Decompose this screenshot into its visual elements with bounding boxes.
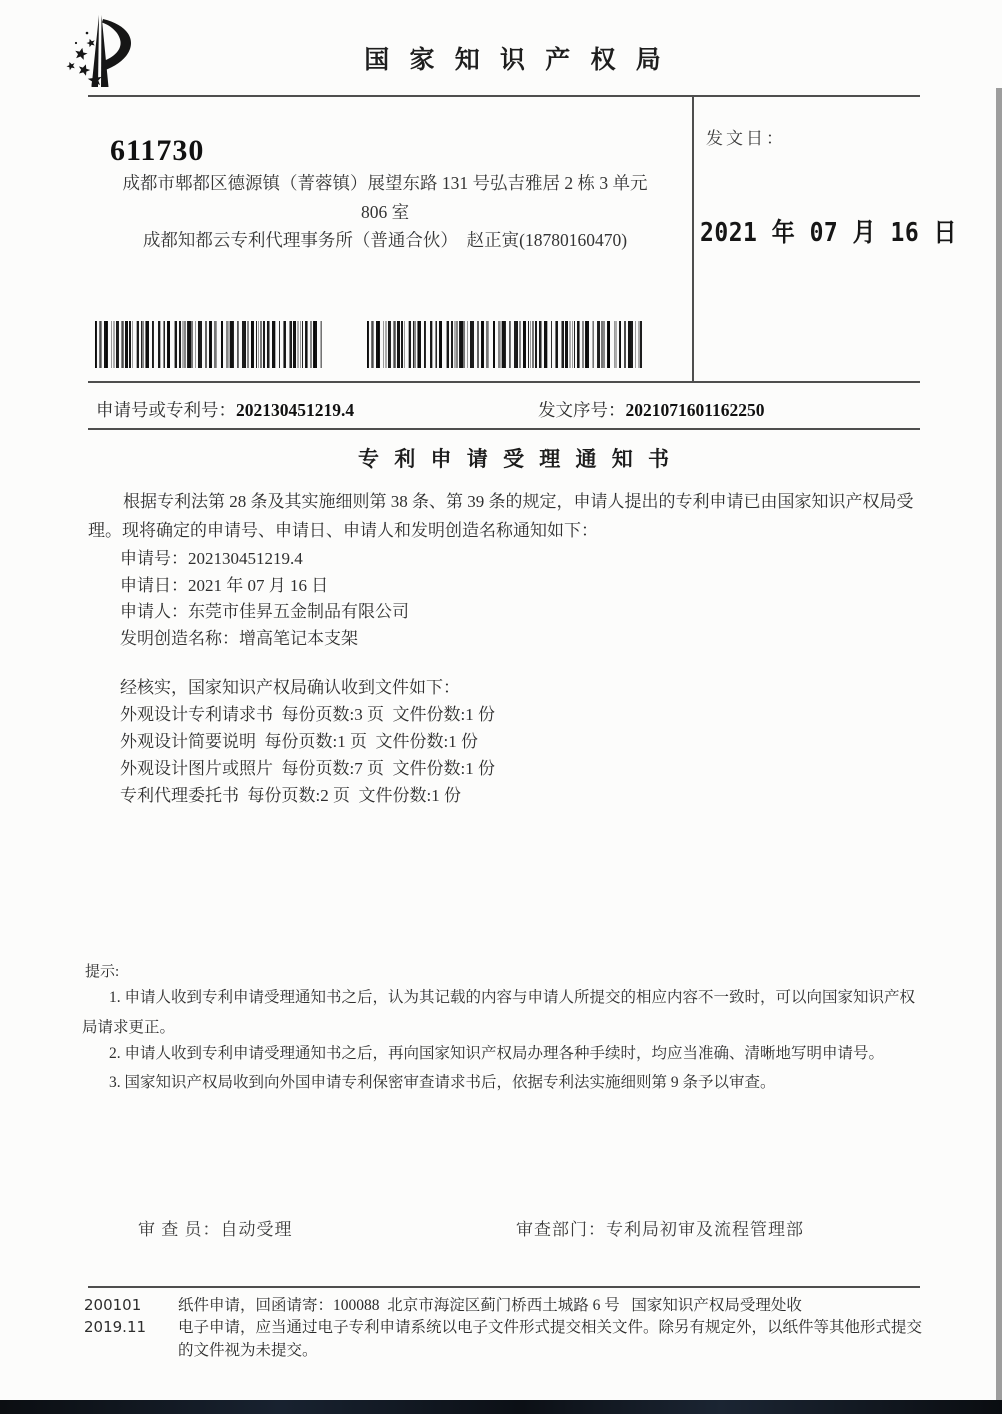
field-label: 申请人：: [120, 602, 188, 621]
received-intro: 经核实，国家知识产权局确认收到文件如下：: [120, 678, 460, 697]
header-rule: [88, 95, 920, 97]
agency-title: 国 家 知 识 产 权 局: [364, 47, 668, 74]
field-row: [120, 626, 409, 653]
issue-date-label: 发文日：: [706, 129, 786, 148]
footer-paper-line: 纸件申请，回函请寄：100088 北京市海淀区蓟门桥西土城路 6 号 国家知识产权局受理处收: [178, 1297, 802, 1314]
application-number-label: 申请号或专利号：: [96, 400, 236, 420]
received-files: [120, 674, 495, 809]
examiner-row: [138, 1215, 293, 1240]
application-number-row: [96, 397, 354, 422]
form-code: 200101: [84, 1296, 142, 1314]
serial-number-row: [538, 397, 765, 422]
section-rule-bottom: [88, 428, 920, 430]
date-box-divider: [692, 97, 694, 382]
tips-label: 提示:: [85, 964, 120, 980]
footer-electronic-line: 电子申请，应当通过电子专利申请系统以电子文件形式提交相关文件。除另有规定外，以纸件等其他形式提交的文件视为未提交。: [178, 1319, 923, 1359]
agent-line: 成都知都云专利代理事务所（普通合伙） 赵正寅(18780160470): [142, 230, 628, 250]
field-value: 202130451219.4: [188, 549, 303, 568]
field-value: 增高笔记本支架: [239, 628, 358, 648]
received-file-row: 专利代理委托书 每份页数:2 页 文件份数:1 份: [120, 786, 461, 805]
field-label: 发明创造名称：: [120, 628, 239, 648]
examiner-label: 审 查 员：: [138, 1220, 221, 1239]
department-label: 审查部门：: [516, 1220, 606, 1239]
application-fields: [120, 546, 409, 652]
issue-date-value: 2021 年 07 月 16 日: [700, 218, 958, 248]
field-label: 申请日：: [120, 575, 188, 595]
field-row: [120, 573, 409, 600]
field-row: [120, 546, 409, 573]
tip-item-1: 1. 申请人收到专利申请受理通知书之后，认为其记载的内容与申请人所提交的相应内容不一致时，可以向国家知识产权局请求更正。: [82, 989, 916, 1036]
cnipa-logo-icon: [60, 10, 152, 94]
received-file-row: 外观设计专利请求书 每份页数:3 页 文件份数:1 份: [120, 705, 495, 724]
field-label: 申请号：: [120, 549, 188, 568]
scan-edge-right: [996, 88, 1002, 1406]
form-date: 2019.11: [84, 1318, 147, 1336]
footer-rule: [88, 1286, 920, 1288]
serial-number-label: 发文序号：: [538, 400, 626, 420]
mail-address-line1: 成都市郫都区德源镇（菁蓉镇）展望东路 131 号弘吉雅居 2 栋 3 单元: [122, 173, 648, 193]
tip-item-3: 3. 国家知识产权局收到向外国申请专利保密审查请求书后，依据专利法实施细则第 9 条予以审查。: [109, 1074, 776, 1091]
barcode-left-icon: [95, 321, 322, 368]
tip-item-2: 2. 申请人收到专利申请受理通知书之后，再向国家知识产权局办理各种手续时，均应当准确、清晰地写明申请号。: [109, 1045, 885, 1062]
examiner-value: 自动受理: [220, 1220, 293, 1239]
section-rule-top: [88, 381, 920, 383]
field-value: 东莞市佳昇五金制品有限公司: [188, 602, 409, 621]
application-number-value: 202130451219.4: [236, 400, 355, 420]
department-row: [516, 1215, 804, 1240]
notice-intro: 根据专利法第 28 条及其实施细则第 38 条、第 39 条的规定，申请人提出的专利申请已由国家知识产权局受理。现将确定的申请号、申请日、申请人和发明创造名称通知如下：: [88, 492, 914, 540]
department-value: 专利局初审及流程管理部: [606, 1220, 804, 1239]
received-file-row: 外观设计图片或照片 每份页数:7 页 文件份数:1 份: [120, 759, 495, 778]
barcode-right-icon: [367, 321, 643, 368]
scan-edge-bottom: [0, 1400, 1002, 1414]
notice-title: 专 利 申 请 受 理 通 知 书: [358, 447, 674, 471]
postal-code: 611730: [110, 134, 205, 167]
received-file-row: 外观设计简要说明 每份页数:1 页 文件份数:1 份: [120, 732, 478, 751]
mail-address-line2: 806 室: [360, 202, 410, 222]
field-row: [120, 599, 409, 626]
serial-number-value: 2021071601162250: [625, 400, 765, 420]
field-value: 2021 年 07 月 16 日: [188, 575, 329, 595]
